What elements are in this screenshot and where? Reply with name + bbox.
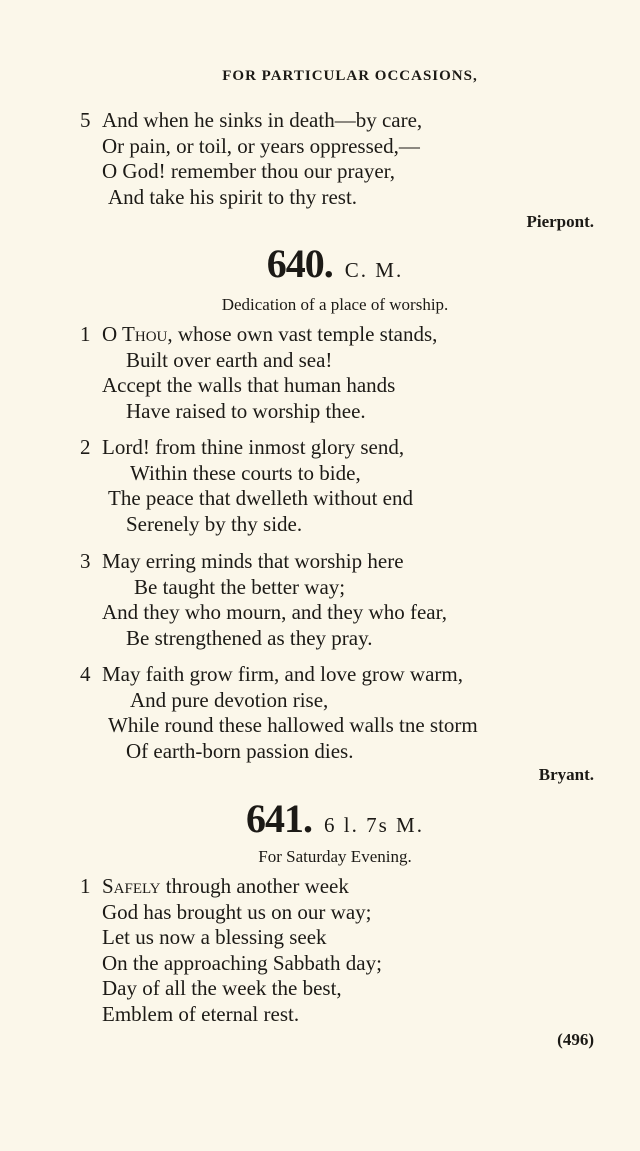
page-number: (496) <box>557 1030 594 1049</box>
verse-line: While round these hallowed walls tne storm <box>108 713 478 737</box>
stanza-number: 1 <box>80 874 91 898</box>
verse-line: Or pain, or toil, or years oppressed,— <box>102 133 420 158</box>
stanza-number: 3 <box>80 549 91 573</box>
verse-line: Have raised to worship thee. <box>126 398 366 423</box>
hymn-640-title: Dedication of a place of worship. <box>221 295 449 314</box>
hymn-641-header: 641. 6 l. 7s M. <box>246 796 424 841</box>
hymn-number: 641 <box>246 796 304 841</box>
hymn-641-title: For Saturday Evening. <box>258 847 412 866</box>
stanza-number: 2 <box>80 435 91 459</box>
stanza-640-2 <box>80 435 413 537</box>
hymn-640-header: 640. C. M. <box>266 241 404 286</box>
verse-line: On the approaching Sabbath day; <box>102 950 382 975</box>
verse-line: Be strengthened as they pray. <box>126 625 373 650</box>
verse-line: The peace that dwelleth without end <box>108 486 413 510</box>
verse-line: And pure devotion rise, <box>130 687 329 712</box>
stanza-640-1 <box>80 322 437 424</box>
stanza-number: 4 <box>80 662 91 686</box>
verse-line: 3 May erring minds that worship here <box>80 549 404 573</box>
hymn-meter: 6 l. 7s M. <box>324 813 424 837</box>
verse-line: Let us now a blessing seek <box>102 925 327 949</box>
stanza-number: 5 <box>80 108 91 132</box>
verse-line: God has brought us on our way; <box>102 899 372 924</box>
verse-line: Within these courts to bide, <box>130 460 361 485</box>
verse-line: Built over earth and sea! <box>126 347 333 372</box>
verse-line: Be taught the better way; <box>134 574 346 599</box>
verse-line: And they who mourn, and they who fear, <box>102 600 447 624</box>
verse-line: 1 O Thou, whose own vast temple stands, <box>80 322 438 346</box>
running-head: FOR PARTICULAR OCCASIONS, <box>222 68 478 84</box>
stanza-640-4 <box>80 662 478 764</box>
verse-line: Day of all the week the best, <box>102 976 342 1000</box>
verse-line: Accept the walls that human hands <box>102 373 396 397</box>
verse-line: 2 Lord! from thine inmost glory send, <box>80 435 405 459</box>
verse-line: Of earth-born passion dies. <box>126 738 354 763</box>
verse-line: Emblem of eternal rest. <box>102 1001 300 1026</box>
stanza-640-3 <box>80 549 447 651</box>
verse-line: O God! remember thou our prayer, <box>102 159 396 183</box>
hymn-meter: C. M. <box>344 258 404 282</box>
stanza-number: 1 <box>80 322 91 346</box>
author-pierpont: Pierpont. <box>526 212 594 231</box>
verse-line: 5 And when he sinks in death—by care, <box>80 108 423 132</box>
author-bryant: Bryant. <box>538 765 594 784</box>
verse-line: 1 Safely through another week <box>80 874 349 898</box>
stanza-5-continued <box>80 108 422 210</box>
stanza-641-1 <box>80 874 382 1027</box>
verse-line: And take his spirit to thy rest. <box>108 184 358 209</box>
hymn-number: 640 <box>266 241 324 286</box>
verse-line: 4 May faith grow firm, and love grow warm, <box>80 662 463 686</box>
verse-line: Serenely by thy side. <box>126 511 303 536</box>
